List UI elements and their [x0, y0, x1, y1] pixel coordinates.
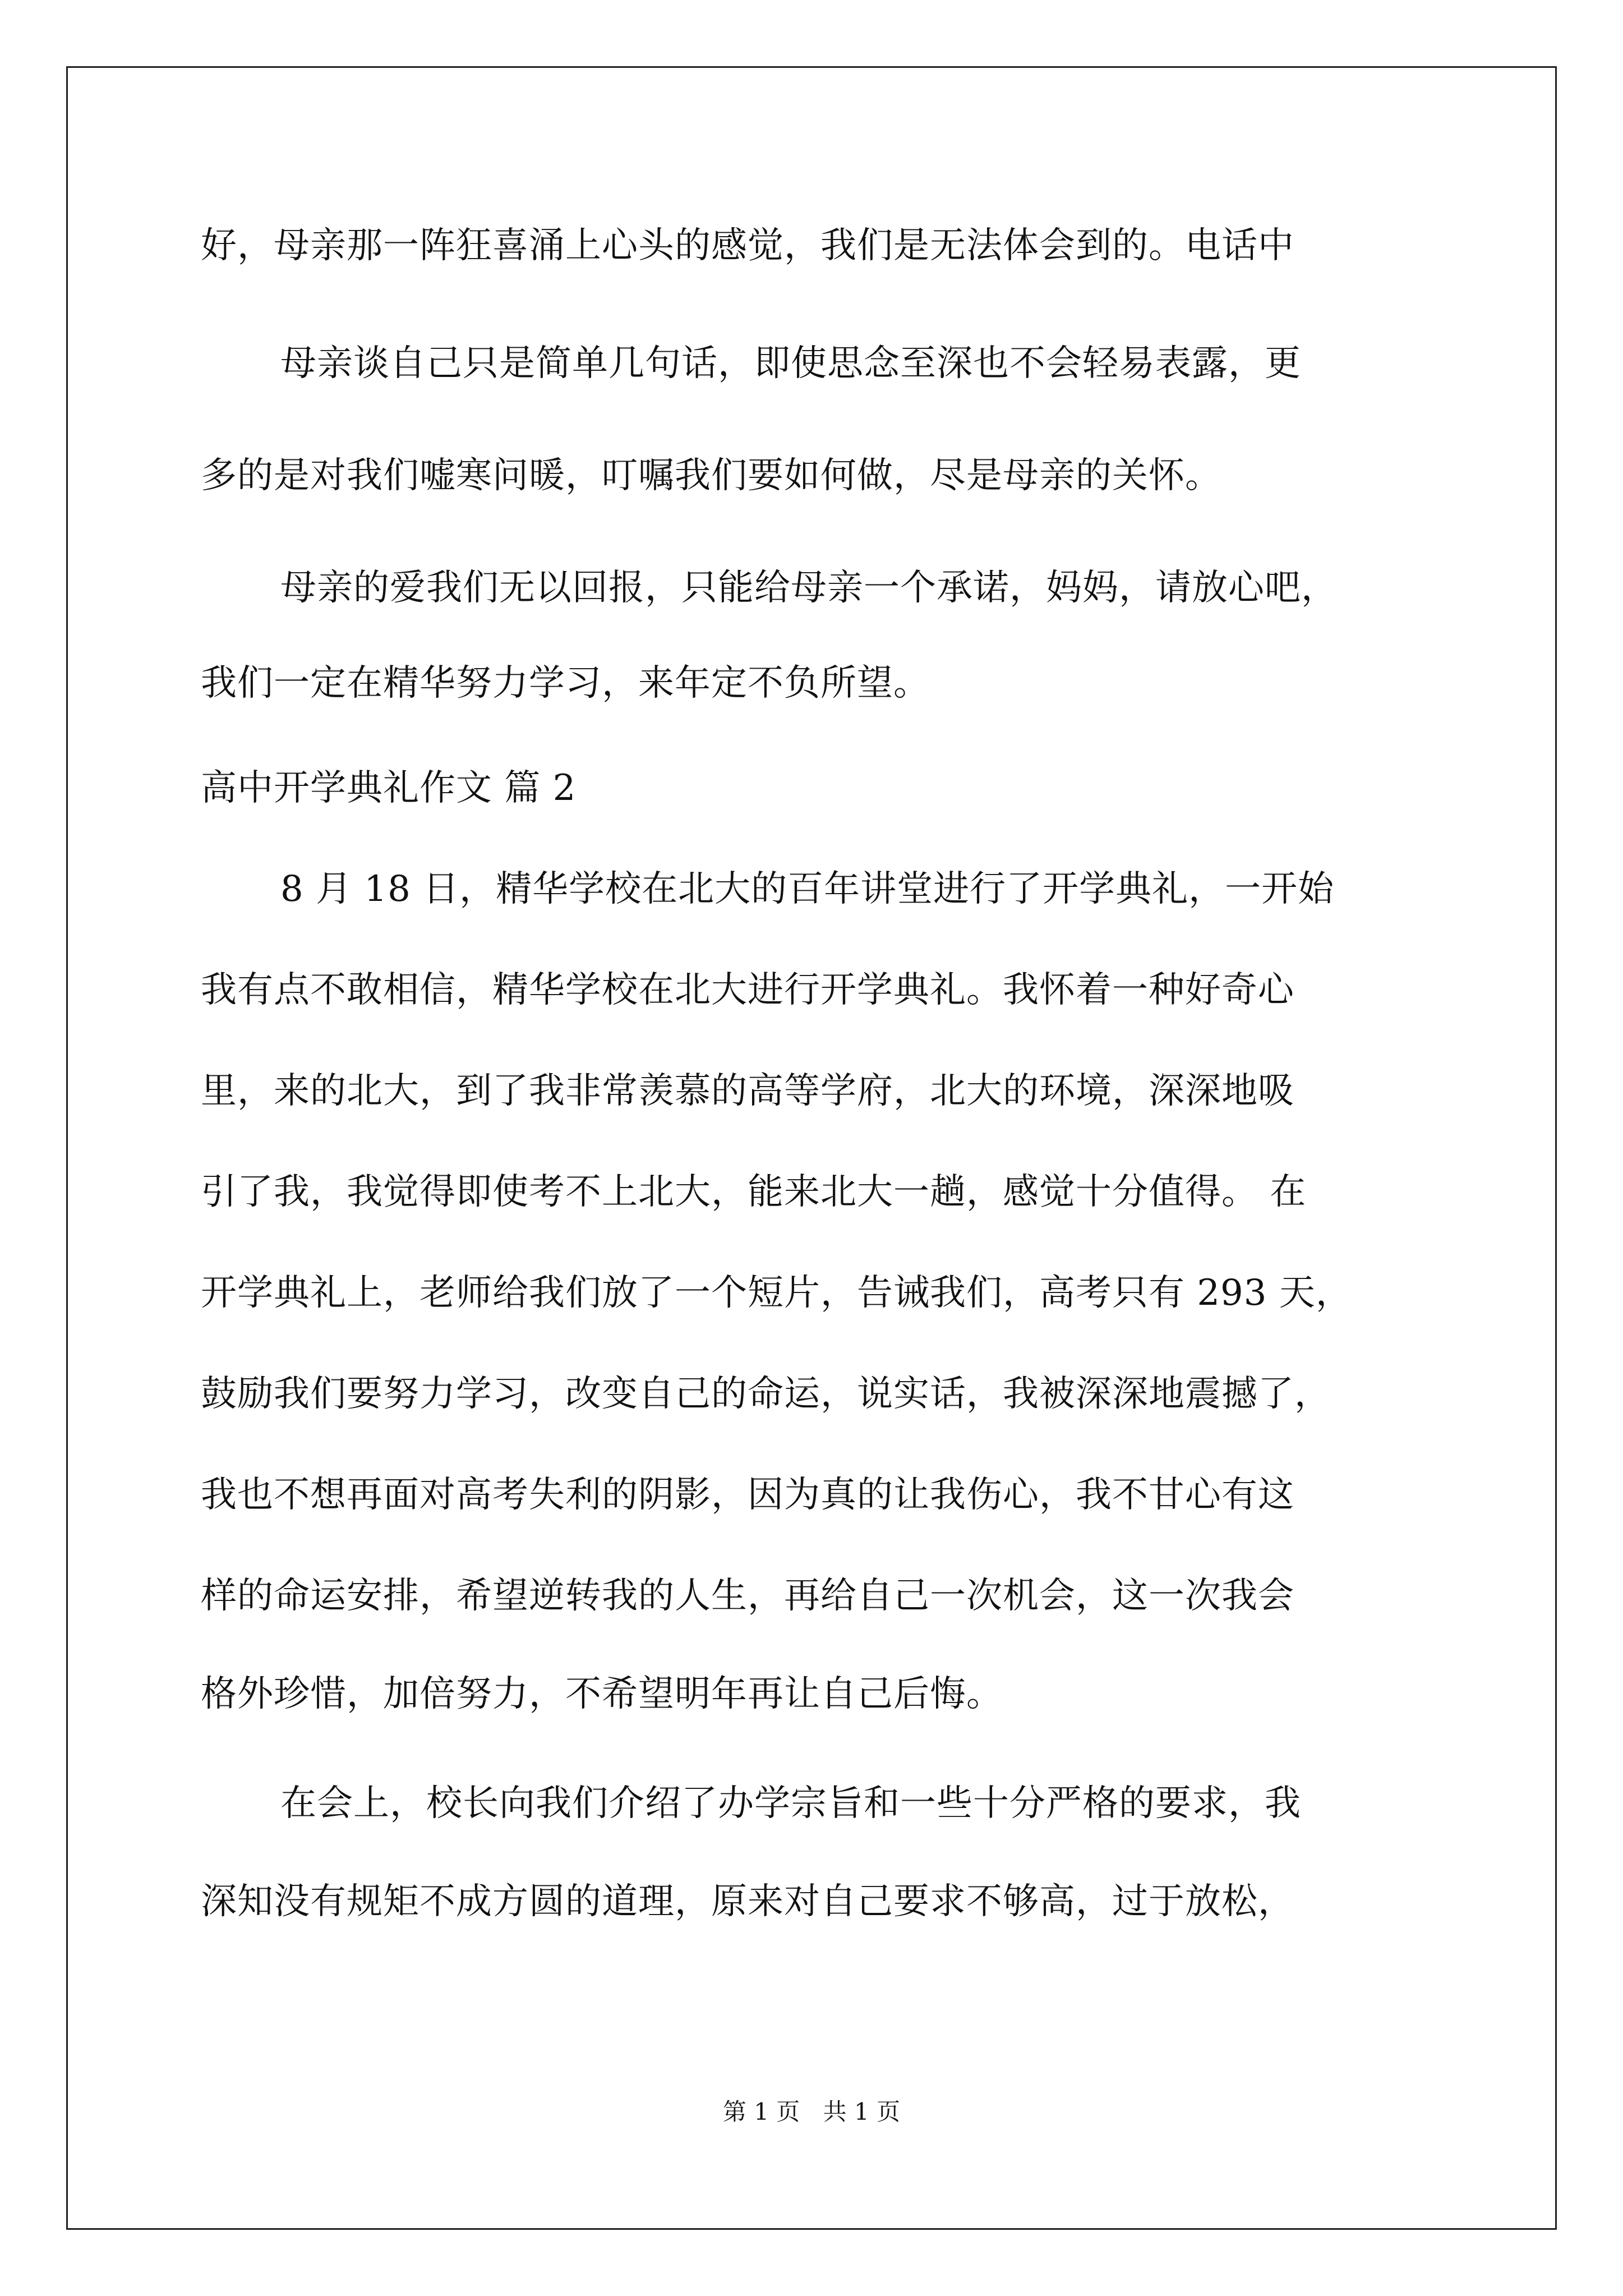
- body-line-9: 里，来的北大，到了我非常羡慕的高等学府，北大的环境，深深地吸: [201, 1070, 1294, 1112]
- body-line-8: 我有点不敢相信，精华学校在北大进行开学典礼。我怀着一种好奇心: [201, 969, 1294, 1011]
- body-line-14: 样的命运安排，希望逆转我的人生，再给自己一次机会，这一次我会: [201, 1575, 1294, 1617]
- body-line-5: 我们一定在精华努力学习，来年定不负所望。: [201, 662, 930, 704]
- body-line-11: 开学典礼上，老师给我们放了一个短片，告诫我们，高考只有 293 天，: [201, 1272, 1352, 1314]
- body-line-10: 引了我，我觉得即使考不上北大，能来北大一趟，感觉十分值得。 在: [201, 1171, 1307, 1213]
- section-heading: 高中开学典礼作文 篇 2: [201, 767, 577, 809]
- page-total: 共 1 页: [823, 2098, 901, 2125]
- body-line-4: 母亲的爱我们无以回报，只能给母亲一个承诺，妈妈，请放心吧，: [280, 567, 1338, 609]
- body-line-7: 8 月 18 日，精华学校在北大的百年讲堂进行了开学典礼，一开始: [280, 868, 1335, 910]
- body-line-3: 多的是对我们嘘寒问暖，叮嘱我们要如何做，尽是母亲的关怀。: [201, 455, 1221, 496]
- page-footer: [0, 2098, 1623, 2126]
- body-line-2: 母亲谈自己只是简单几句话，即使思念至深也不会轻易表露，更: [280, 343, 1301, 384]
- body-line-13: 我也不想再面对高考失利的阴影，因为真的让我伤心，我不甘心有这: [201, 1474, 1294, 1516]
- body-line-15: 格外珍惜，加倍努力，不希望明年再让自己后悔。: [201, 1673, 1003, 1715]
- body-line-17: 深知没有规矩不成方圆的道理，原来对自己要求不够高，过于放松，: [201, 1881, 1294, 1922]
- page-number: 第 1 页: [722, 2098, 800, 2125]
- body-line-16: 在会上，校长向我们介绍了办学宗旨和一些十分严格的要求，我: [280, 1783, 1301, 1824]
- body-line-12: 鼓励我们要努力学习，改变自己的命运，说实话，我被深深地震撼了，: [201, 1373, 1331, 1415]
- body-line-1: 好，母亲那一阵狂喜涌上心头的感觉，我们是无法体会到的。电话中: [201, 225, 1294, 266]
